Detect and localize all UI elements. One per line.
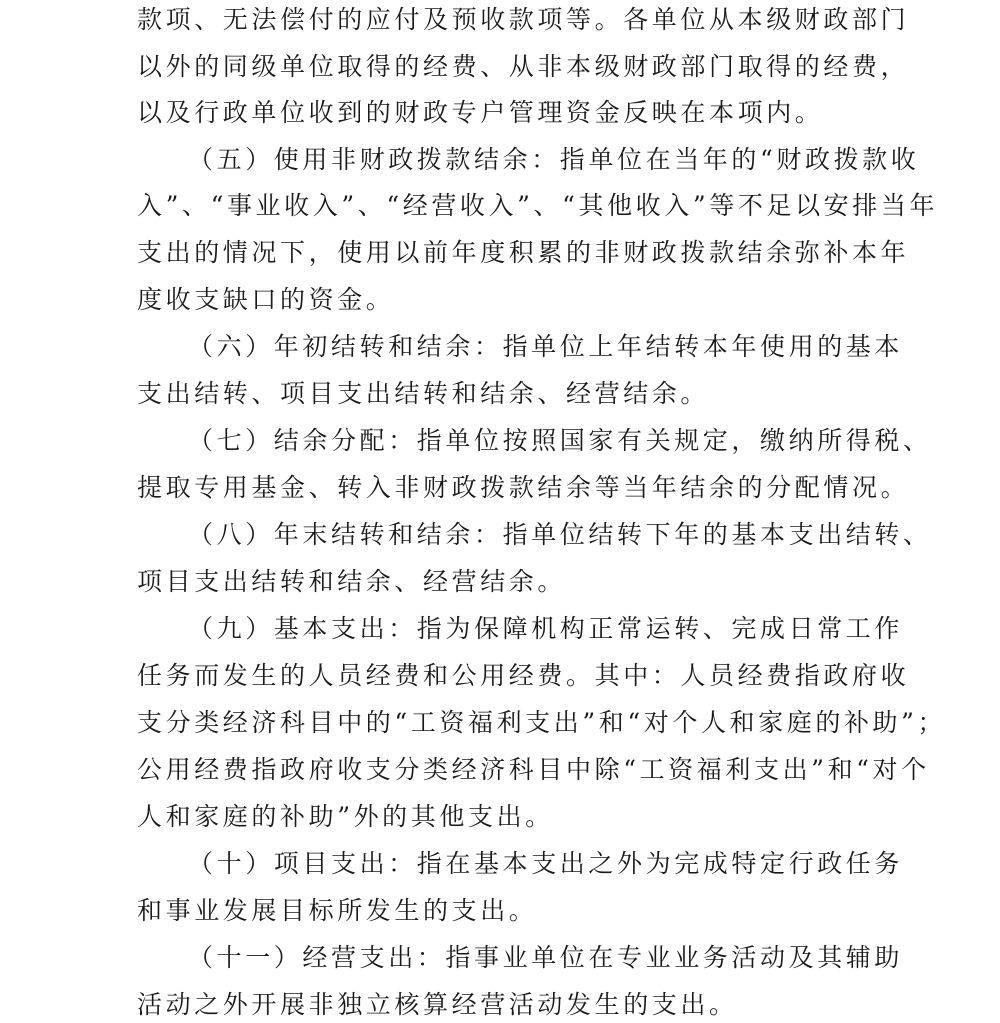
text-line: 入”、“事业收入”、“经营收入”、“其他收入”等不足以安排当年: [137, 191, 939, 220]
text-line: 任务而发生的人员经费和公用经费。其中：人员经费指政府收: [137, 661, 910, 690]
paragraph-heading-7: （七）结余分配：指单位按照国家有关规定，缴纳所得税、: [188, 426, 932, 455]
text-line: 支出结转、项目支出结转和结余、经营结余。: [137, 379, 710, 408]
text-line: 以及行政单位收到的财政专户管理资金反映在本项内。: [137, 98, 824, 127]
paragraph-heading-6: （六）年初结转和结余：指单位上年结转本年使用的基本: [188, 332, 904, 361]
text-line: 和事业发展目标所发生的支出。: [137, 896, 538, 925]
text-line: 活动之外开展非独立核算经营活动发生的支出。: [137, 990, 738, 1019]
paragraph-heading-8: （八）年末结转和结余：指单位结转下年的基本支出结转、: [188, 520, 932, 549]
text-line: 公用经费指政府收支分类经济科目中除“工资福利支出”和“对个: [137, 755, 930, 784]
text-line: 款项、无法偿付的应付及预收款项等。各单位从本级财政部门: [137, 5, 910, 34]
text-line: 支分类经济科目中的“工资福利支出”和“对个人和家庭的补助”；: [137, 708, 947, 737]
paragraph-heading-5: （五）使用非财政拨款结余：指单位在当年的“财政拨款收: [188, 145, 920, 174]
text-line: 项目支出结转和结余、经营结余。: [137, 567, 567, 596]
text-line: 提取专用基金、转入非财政拨款结余等当年结余的分配情况。: [137, 473, 910, 502]
text-line: 人和家庭的补助”外的其他支出。: [137, 802, 554, 831]
paragraph-heading-10: （十）项目支出：指在基本支出之外为完成特定行政任务: [188, 849, 904, 878]
text-line: 支出的情况下，使用以前年度积累的非财政拨款结余弥补本年: [137, 238, 910, 267]
paragraph-heading-9: （九）基本支出：指为保障机构正常运转、完成日常工作: [188, 614, 904, 643]
paragraph-heading-11: （十一）经营支出：指事业单位在专业业务活动及其辅助: [188, 943, 904, 972]
text-line: 度收支缺口的资金。: [137, 285, 395, 314]
text-line: 以外的同级单位取得的经费、从非本级财政部门取得的经费，: [137, 52, 910, 81]
